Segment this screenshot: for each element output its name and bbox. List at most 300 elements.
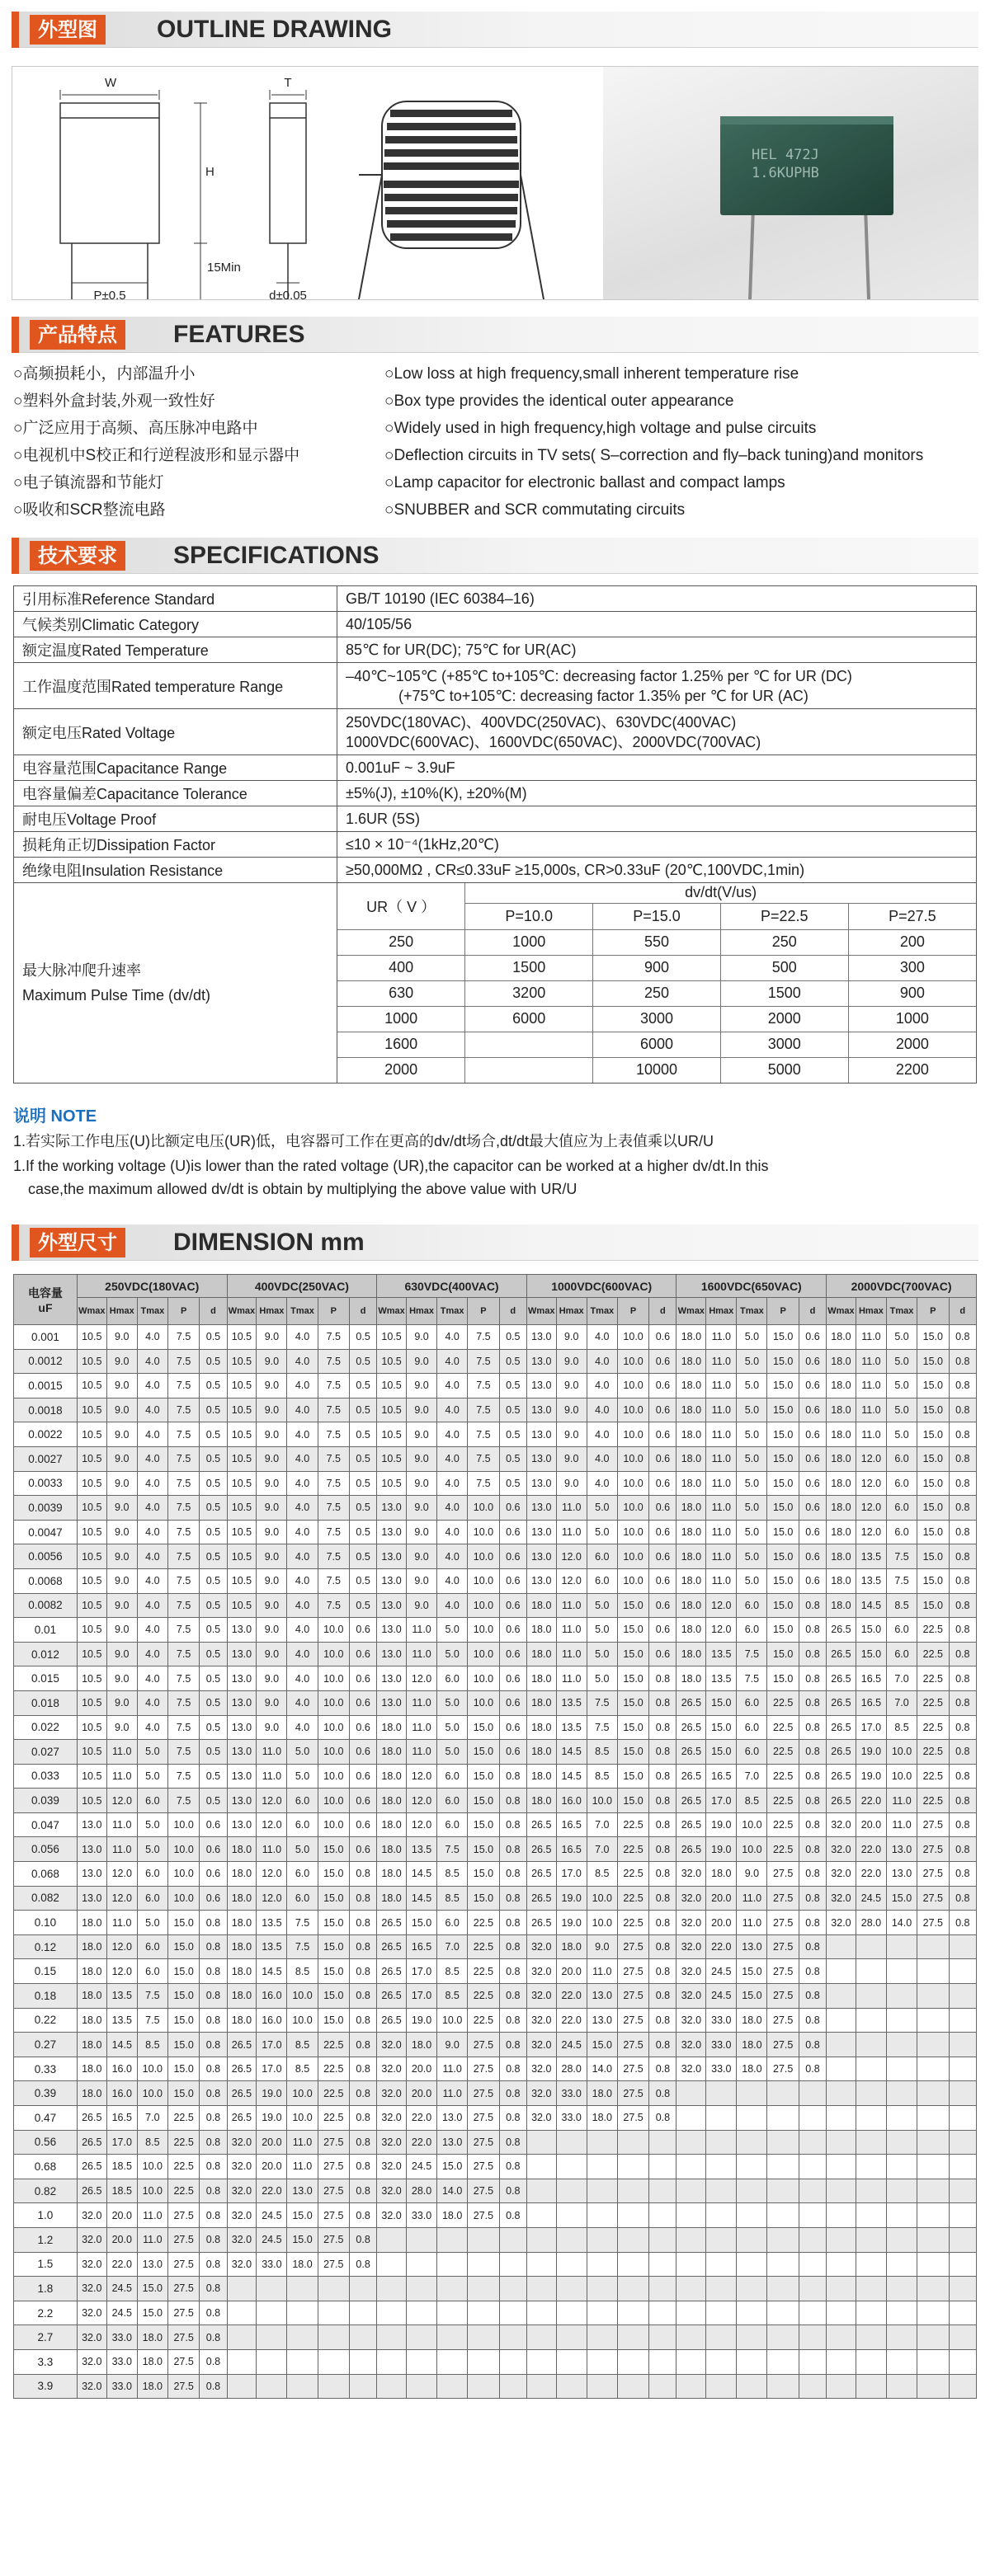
voltage-group-header: 400VDC(250VAC) bbox=[227, 1275, 377, 1298]
dimension-cell: 27.5 bbox=[318, 2155, 349, 2179]
dimension-cell bbox=[886, 2252, 917, 2277]
capacitance-header: 电容量 uF bbox=[14, 1275, 78, 1325]
dimension-cell bbox=[706, 2349, 737, 2374]
dimension-cell bbox=[526, 2252, 556, 2277]
dimension-cell bbox=[437, 2227, 468, 2252]
dimension-row bbox=[14, 2179, 977, 2203]
dimension-cell bbox=[917, 2227, 949, 2252]
dimension-cell bbox=[799, 2325, 826, 2350]
dimension-cell: 0.8 bbox=[350, 2106, 377, 2131]
dimension-cell: 10.5 bbox=[77, 1422, 106, 1447]
dimension-cell: 32.0 bbox=[526, 2033, 556, 2057]
dimension-cell bbox=[499, 2325, 526, 2350]
dimension-cell: 0.8 bbox=[799, 2057, 826, 2081]
dimension-cell bbox=[649, 2252, 676, 2277]
dimension-cell: 18.0 bbox=[676, 1618, 706, 1643]
dimension-cell: 8.5 bbox=[587, 1740, 617, 1765]
dimension-cell: 4.0 bbox=[137, 1398, 167, 1422]
dimension-cell: 15.0 bbox=[767, 1642, 799, 1666]
dimension-cell: 8.5 bbox=[437, 1886, 468, 1911]
dimension-cell: 9.0 bbox=[556, 1398, 587, 1422]
dimension-cell: 15.0 bbox=[468, 1862, 499, 1887]
dimension-cell bbox=[649, 2325, 676, 2350]
dimension-cell bbox=[856, 2374, 886, 2399]
dimension-cell: 0.6 bbox=[350, 1618, 377, 1643]
dimension-cell: 6.0 bbox=[886, 1446, 917, 1471]
label-w: W bbox=[105, 76, 117, 90]
dimension-cell: 11.0 bbox=[106, 1812, 137, 1837]
dimension-cell: 0.8 bbox=[799, 1934, 826, 1959]
dimension-row bbox=[14, 1984, 977, 2009]
dimension-cell: 9.0 bbox=[257, 1374, 287, 1398]
dimension-row bbox=[14, 1862, 977, 1887]
dimension-cell: 0.5 bbox=[200, 1422, 227, 1447]
dimension-cell: 0.6 bbox=[799, 1520, 826, 1544]
dimension-cell: 14.0 bbox=[587, 2057, 617, 2081]
dimension-cell: 0.6 bbox=[499, 1593, 526, 1618]
dimension-cell bbox=[856, 2325, 886, 2350]
dimension-cell: 7.5 bbox=[318, 1471, 349, 1496]
dimension-row bbox=[14, 1349, 977, 1374]
dimension-cell: 0.6 bbox=[499, 1496, 526, 1521]
dimension-cell: 22.5 bbox=[767, 1690, 799, 1715]
dimension-cell: 0.5 bbox=[200, 1446, 227, 1471]
dimension-cell: 10.5 bbox=[77, 1593, 106, 1618]
dimension-cell: 9.0 bbox=[257, 1496, 287, 1521]
dimension-cell: 6.0 bbox=[737, 1618, 767, 1643]
capacitance-cell: 0.56 bbox=[14, 2130, 78, 2155]
dimension-cell bbox=[587, 2374, 617, 2399]
dimension-cell: 0.6 bbox=[649, 1374, 676, 1398]
dimension-cell: 15.0 bbox=[287, 2203, 318, 2228]
dimension-cell: 9.0 bbox=[556, 1446, 587, 1471]
dimension-cell: 4.0 bbox=[437, 1471, 468, 1496]
capacitance-cell: 3.3 bbox=[14, 2349, 78, 2374]
dimension-cell: 9.0 bbox=[407, 1398, 437, 1422]
dimension-cell: 18.0 bbox=[227, 1959, 257, 1984]
dimension-cell bbox=[437, 2301, 468, 2325]
dimension-sub-header: Hmax bbox=[407, 1298, 437, 1325]
dimension-cell: 10.0 bbox=[587, 1789, 617, 1813]
dimension-cell: 10.5 bbox=[77, 1715, 106, 1740]
capacitance-cell: 0.0018 bbox=[14, 1398, 78, 1422]
section-title-cn: 外型尺寸 bbox=[30, 1228, 125, 1257]
dimension-cell: 0.8 bbox=[499, 1837, 526, 1862]
dimension-cell: 0.8 bbox=[649, 1837, 676, 1862]
dimension-cell: 26.5 bbox=[676, 1740, 706, 1765]
dimension-cell: 14.0 bbox=[886, 1911, 917, 1935]
dimension-cell: 10.5 bbox=[377, 1374, 407, 1398]
dimension-cell bbox=[737, 2374, 767, 2399]
dimension-cell: 4.0 bbox=[287, 1666, 318, 1691]
dimension-cell bbox=[377, 2301, 407, 2325]
dimension-cell bbox=[737, 2301, 767, 2325]
dimension-cell: 9.0 bbox=[437, 2033, 468, 2057]
dimension-cell: 5.0 bbox=[137, 1911, 167, 1935]
dimension-cell: 19.0 bbox=[856, 1764, 886, 1789]
dimension-cell: 0.6 bbox=[350, 1812, 377, 1837]
dimension-cell: 22.5 bbox=[767, 1715, 799, 1740]
dimension-cell: 10.5 bbox=[77, 1789, 106, 1813]
dimension-cell: 13.0 bbox=[377, 1593, 407, 1618]
voltage-group-header: 1000VDC(600VAC) bbox=[526, 1275, 676, 1298]
dimension-cell bbox=[856, 2081, 886, 2106]
dimension-cell: 12.0 bbox=[106, 1959, 137, 1984]
dimension-cell: 11.0 bbox=[106, 1740, 137, 1765]
capacitance-cell: 0.82 bbox=[14, 2179, 78, 2203]
dimension-cell: 11.0 bbox=[137, 2227, 167, 2252]
dimension-cell: 10.0 bbox=[587, 1886, 617, 1911]
dimension-cell: 27.5 bbox=[318, 2227, 349, 2252]
dimension-cell: 16.5 bbox=[407, 1934, 437, 1959]
dimension-sub-header: Hmax bbox=[257, 1298, 287, 1325]
dimension-cell: 7.5 bbox=[318, 1593, 349, 1618]
dimension-cell: 26.5 bbox=[227, 2033, 257, 2057]
dimension-cell bbox=[676, 2081, 706, 2106]
dimension-cell: 22.5 bbox=[468, 1984, 499, 2009]
dimension-cell bbox=[737, 2179, 767, 2203]
dimension-cell bbox=[737, 2203, 767, 2228]
dimension-cell: 13.0 bbox=[227, 1740, 257, 1765]
dimension-cell: 8.5 bbox=[137, 2033, 167, 2057]
dimension-cell: 0.8 bbox=[200, 1911, 227, 1935]
dimension-cell: 15.0 bbox=[767, 1544, 799, 1569]
dimension-cell: 9.0 bbox=[257, 1666, 287, 1691]
dimension-cell: 27.5 bbox=[767, 1934, 799, 1959]
dimension-cell: 32.0 bbox=[77, 2277, 106, 2301]
dimension-cell: 14.5 bbox=[257, 1959, 287, 1984]
dimension-cell: 0.8 bbox=[200, 2203, 227, 2228]
dimension-cell: 0.8 bbox=[200, 2033, 227, 2057]
dimension-cell: 0.8 bbox=[200, 2349, 227, 2374]
dimension-cell: 20.0 bbox=[106, 2227, 137, 2252]
dimension-cell: 0.8 bbox=[350, 2179, 377, 2203]
dimension-cell: 10.0 bbox=[468, 1690, 499, 1715]
dimension-cell bbox=[737, 2277, 767, 2301]
dimension-cell: 27.5 bbox=[767, 1911, 799, 1935]
dimension-cell: 9.0 bbox=[407, 1544, 437, 1569]
dimension-cell: 10.0 bbox=[137, 2155, 167, 2179]
dimension-cell: 22.5 bbox=[767, 1789, 799, 1813]
dimension-cell: 16.0 bbox=[106, 2081, 137, 2106]
dimension-cell: 27.5 bbox=[318, 2252, 349, 2277]
dimension-cell: 4.0 bbox=[137, 1568, 167, 1593]
dimension-cell bbox=[526, 2301, 556, 2325]
dimension-cell: 26.5 bbox=[526, 1837, 556, 1862]
feature-item-en: ○Lamp capacitor for electronic ballast and compact lamps bbox=[384, 474, 785, 491]
dimension-cell: 18.0 bbox=[827, 1520, 856, 1544]
dimension-cell bbox=[499, 2349, 526, 2374]
dimension-cell: 18.0 bbox=[676, 1349, 706, 1374]
dimension-cell: 18.0 bbox=[827, 1398, 856, 1422]
dimension-cell: 10.0 bbox=[318, 1812, 349, 1837]
dimension-row bbox=[14, 1568, 977, 1593]
dimension-cell: 27.5 bbox=[767, 2057, 799, 2081]
dimension-cell: 10.5 bbox=[77, 1325, 106, 1350]
dimension-cell: 18.0 bbox=[706, 1862, 737, 1887]
dimension-cell: 0.8 bbox=[200, 2325, 227, 2350]
dimension-cell: 11.0 bbox=[556, 1618, 587, 1643]
dimension-cell: 0.5 bbox=[350, 1349, 377, 1374]
dimension-cell: 4.0 bbox=[287, 1715, 318, 1740]
capacitance-cell: 0.068 bbox=[14, 1862, 78, 1887]
dimension-cell: 5.0 bbox=[137, 1812, 167, 1837]
dimension-cell: 7.5 bbox=[468, 1422, 499, 1447]
dimension-cell: 5.0 bbox=[437, 1618, 468, 1643]
dimension-cell: 6.0 bbox=[886, 1618, 917, 1643]
dimension-cell: 7.5 bbox=[318, 1398, 349, 1422]
dimension-cell: 18.0 bbox=[227, 2008, 257, 2033]
dimension-cell: 0.8 bbox=[799, 1959, 826, 1984]
dimension-cell: 10.0 bbox=[617, 1544, 648, 1569]
dimension-cell: 19.0 bbox=[556, 1886, 587, 1911]
dimension-cell: 9.0 bbox=[407, 1446, 437, 1471]
dimension-cell: 13.0 bbox=[77, 1886, 106, 1911]
dimension-cell bbox=[287, 2301, 318, 2325]
dimension-cell: 27.5 bbox=[468, 2179, 499, 2203]
dimension-cell: 0.8 bbox=[499, 1934, 526, 1959]
dimension-cell: 0.5 bbox=[499, 1398, 526, 1422]
dimension-cell: 9.0 bbox=[106, 1568, 137, 1593]
dimension-cell: 0.8 bbox=[200, 2277, 227, 2301]
dimension-cell: 0.8 bbox=[949, 1349, 976, 1374]
capacitance-cell: 0.047 bbox=[14, 1812, 78, 1837]
dimension-cell: 10.0 bbox=[617, 1422, 648, 1447]
dimension-cell: 0.5 bbox=[200, 1715, 227, 1740]
dimension-cell: 33.0 bbox=[556, 2106, 587, 2131]
capacitance-cell: 0.0082 bbox=[14, 1593, 78, 1618]
dimension-cell: 33.0 bbox=[407, 2203, 437, 2228]
dimension-cell: 13.0 bbox=[526, 1544, 556, 1569]
dimension-cell: 15.0 bbox=[617, 1666, 648, 1691]
dimension-cell: 27.5 bbox=[167, 2203, 199, 2228]
voltage-group-header: 2000VDC(700VAC) bbox=[827, 1275, 977, 1298]
dimension-cell: 22.5 bbox=[468, 1959, 499, 1984]
dimension-cell: 13.0 bbox=[377, 1544, 407, 1569]
dimension-cell bbox=[827, 2179, 856, 2203]
dimension-cell: 7.5 bbox=[468, 1446, 499, 1471]
dimension-cell: 5.0 bbox=[587, 1666, 617, 1691]
dimension-cell: 9.0 bbox=[106, 1593, 137, 1618]
dimension-cell: 18.0 bbox=[377, 1812, 407, 1837]
dimension-cell: 26.5 bbox=[377, 1984, 407, 2009]
dimension-cell: 7.5 bbox=[737, 1666, 767, 1691]
dimension-cell: 27.5 bbox=[917, 1886, 949, 1911]
dimension-cell: 9.0 bbox=[556, 1471, 587, 1496]
capacitance-cell: 0.022 bbox=[14, 1715, 78, 1740]
dimension-cell: 5.0 bbox=[587, 1593, 617, 1618]
dimension-cell bbox=[706, 2252, 737, 2277]
dimension-cell: 32.0 bbox=[526, 2057, 556, 2081]
dimension-cell: 5.0 bbox=[737, 1398, 767, 1422]
dimension-sub-header: Wmax bbox=[827, 1298, 856, 1325]
dimension-cell: 5.0 bbox=[737, 1325, 767, 1350]
dimension-cell bbox=[287, 2349, 318, 2374]
dimension-cell: 15.0 bbox=[137, 2277, 167, 2301]
dimension-cell: 0.6 bbox=[799, 1544, 826, 1569]
dimension-cell: 27.5 bbox=[617, 1934, 648, 1959]
dimension-cell bbox=[649, 2130, 676, 2155]
dimension-cell: 7.5 bbox=[167, 1325, 199, 1350]
dimension-cell: 4.0 bbox=[287, 1568, 318, 1593]
dimension-cell bbox=[318, 2374, 349, 2399]
dimension-cell: 11.0 bbox=[856, 1349, 886, 1374]
dimension-cell bbox=[949, 2008, 976, 2033]
dimension-cell bbox=[227, 2301, 257, 2325]
dimension-cell: 4.0 bbox=[287, 1618, 318, 1643]
dimension-cell: 13.0 bbox=[77, 1837, 106, 1862]
dimension-cell: 0.6 bbox=[350, 1764, 377, 1789]
dimension-cell: 18.0 bbox=[287, 2252, 318, 2277]
dimension-cell: 7.5 bbox=[167, 1764, 199, 1789]
front-view-body bbox=[60, 103, 159, 243]
dimension-cell: 18.0 bbox=[227, 1911, 257, 1935]
dimension-cell: 18.0 bbox=[737, 2057, 767, 2081]
dimension-cell: 4.0 bbox=[437, 1520, 468, 1544]
dimension-cell bbox=[587, 2277, 617, 2301]
dimension-cell: 15.0 bbox=[167, 1959, 199, 1984]
dimension-cell bbox=[287, 2374, 318, 2399]
dimension-cell: 13.0 bbox=[227, 1666, 257, 1691]
dimension-cell: 22.0 bbox=[257, 2179, 287, 2203]
dimension-cell bbox=[377, 2374, 407, 2399]
dimension-cell: 10.0 bbox=[318, 1715, 349, 1740]
dimension-cell: 4.0 bbox=[587, 1471, 617, 1496]
dimension-cell bbox=[856, 2203, 886, 2228]
dimension-cell bbox=[556, 2349, 587, 2374]
dimension-cell: 26.5 bbox=[77, 2179, 106, 2203]
dimension-cell: 11.0 bbox=[137, 2203, 167, 2228]
dimension-cell: 0.6 bbox=[649, 1446, 676, 1471]
dimension-cell: 27.5 bbox=[917, 1862, 949, 1887]
dimension-cell bbox=[377, 2277, 407, 2301]
dimension-cell: 0.8 bbox=[350, 2130, 377, 2155]
dimension-cell: 7.0 bbox=[587, 1812, 617, 1837]
dimension-cell: 10.0 bbox=[167, 1837, 199, 1862]
dimension-cell: 0.8 bbox=[949, 1886, 976, 1911]
dimension-cell bbox=[350, 2349, 377, 2374]
dimension-cell: 0.6 bbox=[799, 1349, 826, 1374]
dimension-cell: 7.5 bbox=[167, 1446, 199, 1471]
dimension-cell: 15.0 bbox=[856, 1642, 886, 1666]
feature-item-en: ○Deflection circuits in TV sets( S–correction and fly–back tuning)and monitors bbox=[384, 447, 924, 464]
dimension-cell: 32.0 bbox=[676, 1934, 706, 1959]
capacitance-cell: 0.027 bbox=[14, 1740, 78, 1765]
dimension-cell: 8.5 bbox=[287, 2033, 318, 2057]
dimension-cell: 4.0 bbox=[287, 1374, 318, 1398]
dimension-cell: 27.5 bbox=[468, 2155, 499, 2179]
dimension-cell: 10.5 bbox=[377, 1446, 407, 1471]
dimension-cell: 10.5 bbox=[227, 1325, 257, 1350]
dimension-cell: 5.0 bbox=[737, 1471, 767, 1496]
dimension-cell: 10.5 bbox=[227, 1568, 257, 1593]
capacitance-cell: 0.0012 bbox=[14, 1349, 78, 1374]
dimension-cell bbox=[799, 2349, 826, 2374]
dimension-sub-header: P bbox=[468, 1298, 499, 1325]
dimension-cell: 11.0 bbox=[287, 2130, 318, 2155]
dimension-cell: 27.5 bbox=[318, 2130, 349, 2155]
dimension-cell: 11.0 bbox=[556, 1496, 587, 1521]
dimension-cell: 13.5 bbox=[706, 1666, 737, 1691]
dimension-row bbox=[14, 1886, 977, 1911]
dimension-cell: 26.5 bbox=[77, 2130, 106, 2155]
dimension-cell: 10.0 bbox=[167, 1812, 199, 1837]
capacitance-cell: 0.18 bbox=[14, 1984, 78, 2009]
dimension-cell: 26.5 bbox=[526, 1812, 556, 1837]
dimension-cell bbox=[917, 2106, 949, 2131]
spec-row: 额定温度Rated Temperature 85℃ for UR(DC); 75℃ for UR(AC) bbox=[14, 637, 977, 663]
dimension-cell: 10.0 bbox=[468, 1618, 499, 1643]
dimension-cell bbox=[827, 2349, 856, 2374]
dimension-cell: 16.5 bbox=[556, 1812, 587, 1837]
dimension-cell bbox=[706, 2106, 737, 2131]
dimension-cell: 5.0 bbox=[886, 1422, 917, 1447]
dimension-cell: 0.8 bbox=[949, 1544, 976, 1569]
dimension-cell: 9.0 bbox=[257, 1446, 287, 1471]
dimension-cell: 9.0 bbox=[106, 1422, 137, 1447]
dimension-cell: 0.8 bbox=[350, 1984, 377, 2009]
dimension-cell: 0.8 bbox=[350, 1886, 377, 1911]
dimension-cell: 15.0 bbox=[917, 1349, 949, 1374]
dimension-cell: 10.5 bbox=[77, 1642, 106, 1666]
dimension-cell: 27.5 bbox=[617, 2081, 648, 2106]
dimension-cell: 5.0 bbox=[437, 1642, 468, 1666]
dimension-cell: 13.5 bbox=[106, 1984, 137, 2009]
dimension-cell: 0.8 bbox=[200, 2227, 227, 2252]
dimension-cell: 18.0 bbox=[827, 1325, 856, 1350]
dimension-cell: 0.5 bbox=[200, 1471, 227, 1496]
dimension-cell: 10.0 bbox=[617, 1349, 648, 1374]
dimension-cell: 0.6 bbox=[350, 1715, 377, 1740]
dimension-cell: 18.0 bbox=[227, 1886, 257, 1911]
dimension-cell: 0.6 bbox=[649, 1593, 676, 1618]
dimension-cell: 18.0 bbox=[526, 1642, 556, 1666]
dimension-cell: 4.0 bbox=[587, 1325, 617, 1350]
dimension-cell: 9.0 bbox=[106, 1642, 137, 1666]
dimension-cell bbox=[287, 2277, 318, 2301]
dimension-cell bbox=[917, 2277, 949, 2301]
dimension-cell bbox=[318, 2349, 349, 2374]
dimension-cell bbox=[737, 2252, 767, 2277]
dimension-cell bbox=[856, 1959, 886, 1984]
dimension-cell: 22.5 bbox=[617, 1812, 648, 1837]
dimension-cell: 10.0 bbox=[287, 1984, 318, 2009]
dimension-cell bbox=[856, 1984, 886, 2009]
dimension-cell: 26.5 bbox=[77, 2155, 106, 2179]
dimension-row bbox=[14, 1593, 977, 1618]
dimension-cell bbox=[526, 2227, 556, 2252]
feature-item-cn: ○塑料外盒封装,外观一致性好 bbox=[13, 393, 215, 410]
dimension-cell: 32.0 bbox=[377, 2033, 407, 2057]
dimension-cell: 10.5 bbox=[77, 1349, 106, 1374]
dimension-cell: 8.5 bbox=[137, 2130, 167, 2155]
dimension-cell: 8.5 bbox=[886, 1593, 917, 1618]
dimension-cell bbox=[676, 2252, 706, 2277]
dimension-cell: 10.0 bbox=[886, 1764, 917, 1789]
dimension-cell: 6.0 bbox=[437, 1812, 468, 1837]
dimension-cell bbox=[526, 2155, 556, 2179]
dimension-cell: 9.0 bbox=[257, 1642, 287, 1666]
dimension-cell: 0.8 bbox=[799, 1740, 826, 1765]
dimension-cell: 0.8 bbox=[499, 2130, 526, 2155]
dimension-cell: 5.0 bbox=[737, 1374, 767, 1398]
dimension-cell: 27.5 bbox=[617, 2008, 648, 2033]
dimension-cell: 10.5 bbox=[377, 1471, 407, 1496]
dimension-cell bbox=[827, 2081, 856, 2106]
capacitance-cell: 3.9 bbox=[14, 2374, 78, 2399]
dimension-sub-header: Tmax bbox=[886, 1298, 917, 1325]
dimension-cell: 7.5 bbox=[318, 1568, 349, 1593]
